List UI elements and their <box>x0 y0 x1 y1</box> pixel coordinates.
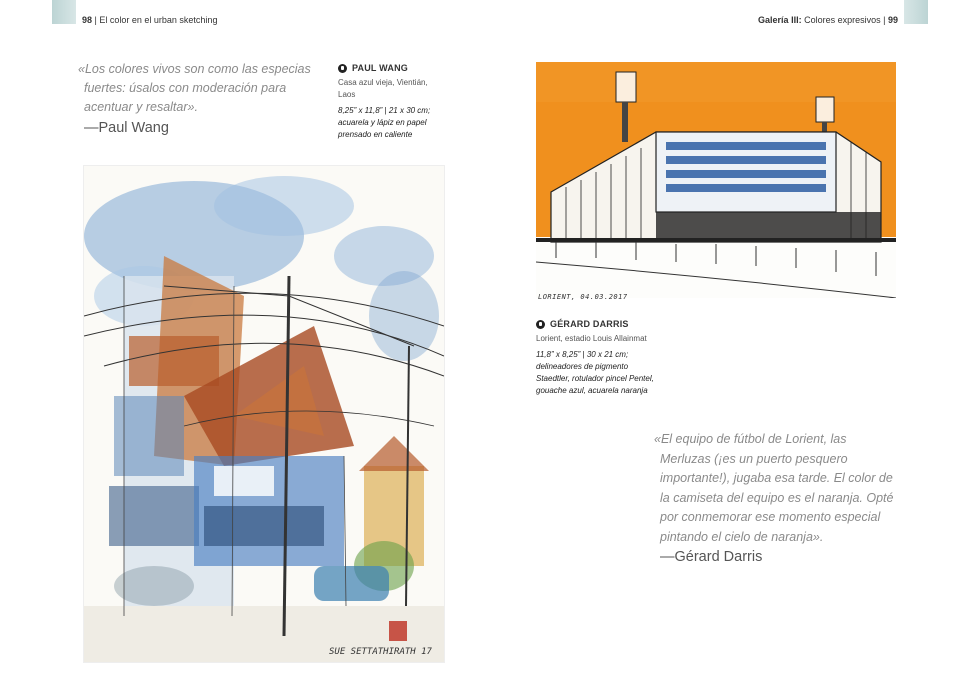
quote-line: fuertes: úsalos con moderación para <box>84 81 287 95</box>
artwork-spec <box>338 105 458 141</box>
spec-line: gouache azul, acuarela naranja <box>536 386 648 395</box>
quote-author: —Paul Wang <box>84 120 169 136</box>
quote-line: la camiseta del equipo es el naranja. Opté <box>660 490 894 505</box>
page-tab-left <box>52 0 76 24</box>
header-separator: | <box>94 15 100 25</box>
place-line: Casa azul vieja, Vientián, <box>338 78 428 87</box>
header-right-section: Galería III: <box>758 15 802 25</box>
quote-line: «El equipo de fútbol de Lorient, las <box>654 432 847 446</box>
artist-name-text: GÉRARD DARRIS <box>550 319 629 329</box>
quote-line: por conmemorar ese momento especial <box>660 510 881 524</box>
spec-line: 8,25” x 11,8” | 21 x 30 cm; <box>338 106 431 115</box>
artwork-place <box>338 77 458 101</box>
page-number-left: 98 <box>82 15 93 25</box>
spec-line: prensado en caliente <box>338 130 413 139</box>
watercolor-painting-blue-house <box>84 166 444 662</box>
header-right-title: Colores expresivos <box>804 15 881 25</box>
pull-quote-paul-wang <box>78 60 318 138</box>
artwork-credit-paul-wang <box>338 62 458 141</box>
quote-line: Merluzas (¡es un puerto pesquero <box>660 451 848 466</box>
spec-line: Staedtler, rotulador pincel Pentel, <box>536 374 654 383</box>
painting-stadium-art <box>536 62 896 298</box>
spec-line: delineadores de pigmento <box>536 362 629 371</box>
artwork-place: Lorient, estadio Louis Allainmat <box>536 334 647 343</box>
painting-date-caption: LORIENT, 04.03.2017 <box>538 293 628 301</box>
spec-line: acuarela y lápiz en papel <box>338 118 427 127</box>
page-number-right: 99 <box>887 15 898 25</box>
place-line: Laos <box>338 90 356 99</box>
artist-name <box>338 62 458 74</box>
artwork-credit-gerard-darris <box>536 318 676 397</box>
painting-lorient-stadium <box>536 62 896 298</box>
quote-line: pintando el cielo de naranja». <box>660 529 824 544</box>
artist-name-text: PAUL WANG <box>352 63 408 73</box>
painting-signature: SUE SETTATHIRATH 17 <box>329 647 432 657</box>
running-header-right <box>758 15 898 25</box>
page-tab-right <box>904 0 928 24</box>
pin-icon <box>536 320 545 329</box>
quote-line: importante!), jugaba esa tarde. El color de <box>660 471 893 485</box>
painting-blue-house-art <box>84 166 444 662</box>
artwork-spec <box>536 349 676 397</box>
header-separator: | <box>883 15 888 25</box>
quote-author: —Gérard Darris <box>660 549 763 565</box>
pin-icon <box>338 64 347 73</box>
quote-line: «Los colores vivos son como las especias <box>78 62 311 76</box>
artist-name <box>536 318 676 330</box>
quote-line: acentuar y resaltar». <box>84 100 198 114</box>
header-left-title: El color en el urban sketching <box>99 15 218 25</box>
spec-line: 11,8” x 8,25” | 30 x 21 cm; <box>536 350 629 359</box>
running-header-left <box>82 15 217 25</box>
pull-quote-gerard-darris <box>654 430 904 568</box>
